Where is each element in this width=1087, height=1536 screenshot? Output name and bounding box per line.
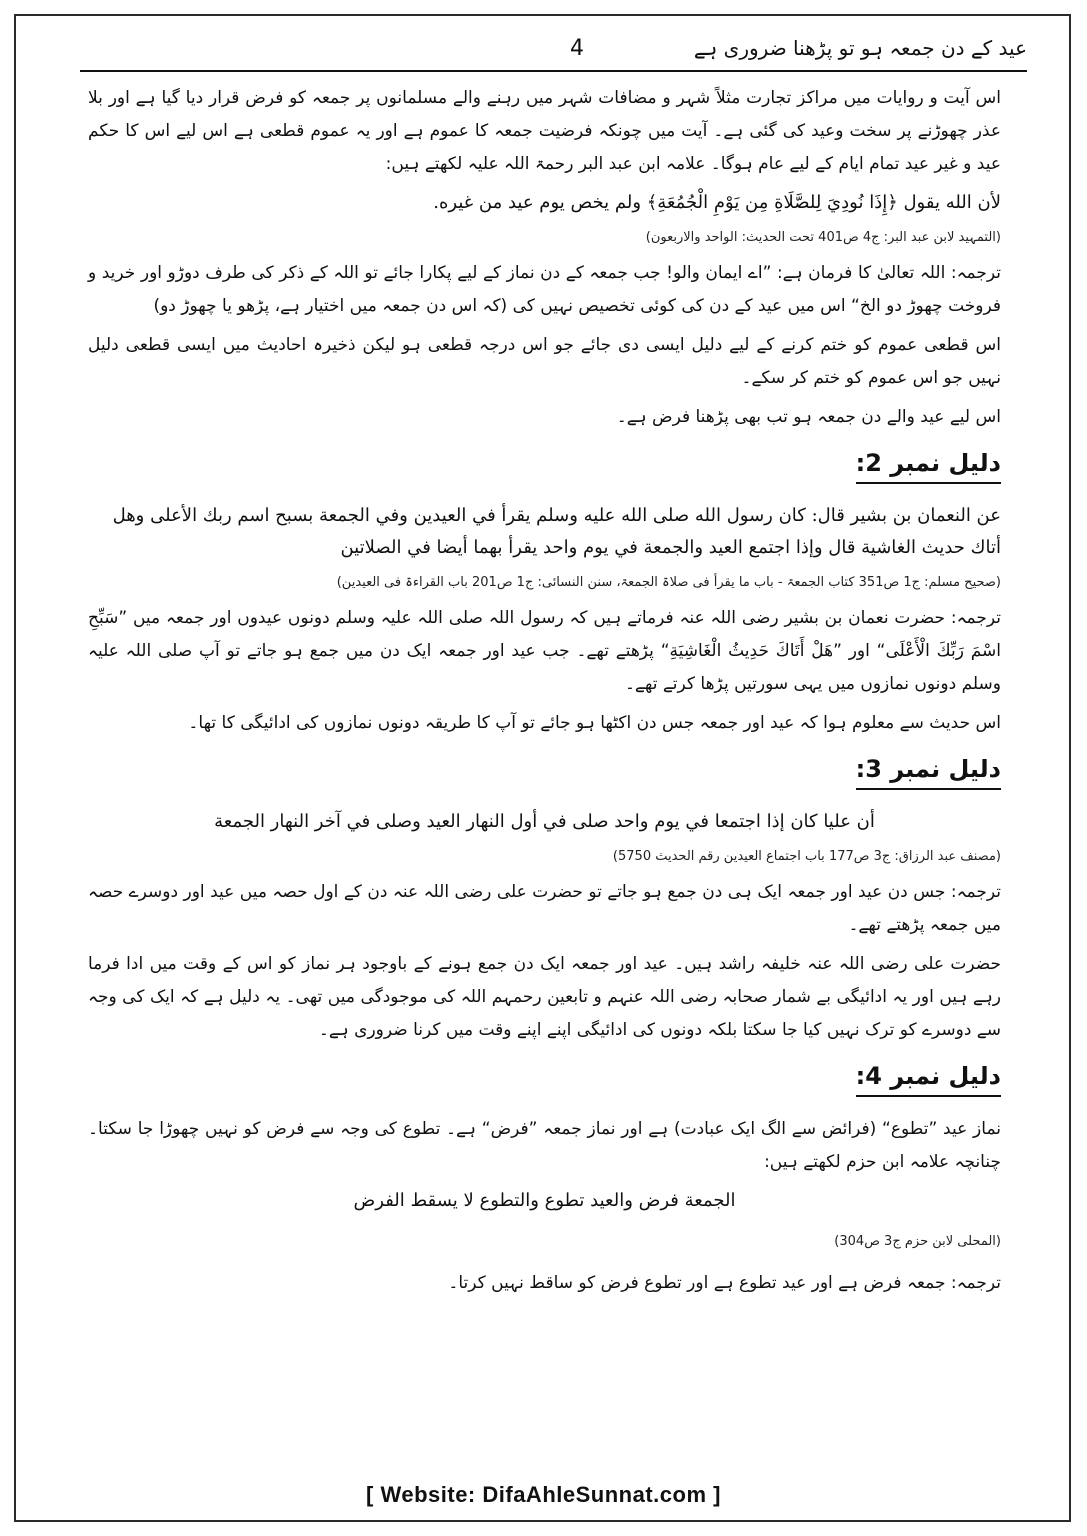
translation: ترجمہ: حضرت نعمان بن بشیر رضی اللہ عنہ فرماتے ہیں کہ رسول اللہ صلی اللہ علیہ وسلم دونوں عیدوں اور جمعہ میں ”سَبِّحِ اسْمَ رَبِّكَ الْأَعْلَى“ اور ”هَلْ أَتَاكَ حَدِيثُ الْغَاشِيَةِ“ پڑھتے تھے۔ جب عید اور جمعہ ایک دن میں جمع ہو جاتے تو آپ صلی اللہ علیہ وسلم دونوں نمازوں میں یہی سورتیں پڑھا کرتے تھے۔	[88, 608, 1001, 694]
arabic-quote: لأن الله يقول ﴿إِذَا نُودِيَ لِلصَّلَاةِ مِن يَوْمِ الْجُمُعَةِ﴾ ولم يخص يوم عيد من غيره.	[433, 192, 1001, 213]
paragraph: نماز عید ”تطوع“ (فرائض سے الگ ایک عبادت) ہے اور نماز جمعہ ”فرض“ ہے۔ تطوع کی وجہ سے فرض کو نہیں چھوڑا جا سکتا۔ چنانچہ علامہ ابن حزم لکھتے ہیں:	[88, 1119, 1001, 1172]
page-content	[88, 82, 1001, 1306]
header-title: عید کے دن جمعہ ہو تو پڑھنا ضروری ہے	[693, 36, 1027, 60]
paragraph: اس آیت و روایات میں مراکز تجارت مثلاً شہر و مضافات شہر میں رہنے والے مسلمانوں پر جمعہ کو فرض قرار دیا گیا ہے اور بلا عذر چھوڑنے پر سخت وعید کی گئی ہے۔ آیت میں چونکہ فرضیت جمعہ کا عموم ہے اور یہ عموم قطعی ہے اس لیے اس کا حکم عید و غیر عید تمام ایام کے لیے عام ہوگا۔ علامہ ابن عبد البر رحمۃ اللہ علیہ لکھتے ہیں:	[88, 88, 1001, 174]
reference: (التمہید لابن عبد البر: ج4 ص401 تحت الحدیث: الواحد والاربعون)	[645, 230, 1001, 245]
arabic-hadith: عن النعمان بن بشير قال: كان رسول الله صلى الله عليه وسلم يقرأ في العيدين وفي الجمعة بسبح اسم ربك الأعلى وهل أتاك حديث الغاشية قال وإذا اجتمع العيد والجمعة في يوم واحد يقرأ بهما أيضا في الصلاتين	[112, 505, 1001, 558]
reference: (مصنف عبد الرزاق: ج3 ص177 باب اجتماع العیدین رقم الحدیث 5750)	[612, 849, 1001, 864]
page-number: 4	[570, 36, 584, 61]
reference: (المحلی لابن حزم ج3 ص304)	[834, 1234, 1001, 1249]
website-footer: [ Website: DifaAhleSunnat.com ]	[366, 1482, 721, 1507]
section-heading: دلیل نمبر 3:	[856, 752, 1001, 790]
reference: (صحیح مسلم: ج1 ص351 کتاب الجمعۃ - باب ما یقرأ فی صلاۃ الجمعۃ، سنن النسائی: ج1 ص201 باب القراءۃ فی العیدین)	[336, 575, 1001, 590]
arabic-quote: الجمعة فرض والعيد تطوع والتطوع لا يسقط الفرض	[353, 1190, 736, 1211]
translation: ترجمہ: جمعہ فرض ہے اور عید تطوع ہے اور تطوع فرض کو ساقط نہیں کرتا۔	[448, 1273, 1001, 1293]
page-header	[80, 30, 1027, 70]
header-divider	[80, 70, 1027, 72]
paragraph: اس لیے عید والے دن جمعہ ہو تب بھی پڑھنا فرض ہے۔	[616, 407, 1001, 427]
arabic-athar: أن عليا كان إذا اجتمعا في يوم واحد صلى في أول النهار العيد وصلى في آخر النهار الجمعة	[214, 811, 875, 832]
section-heading: دلیل نمبر 4:	[856, 1059, 1001, 1097]
section-heading: دلیل نمبر 2:	[856, 446, 1001, 484]
paragraph: اس قطعی عموم کو ختم کرنے کے لیے دلیل ایسی دی جائے جو اس درجہ قطعی ہو لیکن ذخیرہ احادیث میں ایسی قطعی دلیل نہیں جو اس عموم کو ختم کر سکے۔	[88, 335, 1001, 388]
paragraph: حضرت علی رضی اللہ عنہ خلیفہ راشد ہیں۔ عید اور جمعہ ایک دن جمع ہونے کے باوجود ہر نماز کو اس کے وقت میں ادا فرما رہے ہیں اور یہ ادائیگی بے شمار صحابہ رضی اللہ عنہم و تابعین رحمہم اللہ کی موجودگی میں تھی۔ یہ دلیل ہے کہ ایک کی وجہ سے دوسرے کو ترک نہیں کیا جا سکتا بلکہ دونوں کی ادائیگی اپنے اپنے وقت میں کرنا ضروری ہے۔	[88, 954, 1001, 1040]
translation: ترجمہ: اللہ تعالیٰ کا فرمان ہے: ”اے ایمان والو! جب جمعہ کے دن نماز کے لیے پکارا جائے تو اللہ کے ذکر کی طرف دوڑو اور خرید و فروخت چھوڑ دو الخ“ اس میں عید کے دن کی کوئی تخصیص نہیں کی (کہ اس دن جمعہ میں اختیار ہے، پڑھو یا چھوڑ دو)	[88, 263, 1001, 316]
paragraph: اس حدیث سے معلوم ہوا کہ عید اور جمعہ جس دن اکٹھا ہو جائے تو آپ کا طریقہ دونوں نمازوں کی ادائیگی کا تھا۔	[188, 713, 1001, 733]
translation: ترجمہ: جس دن عید اور جمعہ ایک ہی دن جمع ہو جاتے تو حضرت علی رضی اللہ عنہ دن کے اول حصہ میں عید اور دوسرے حصہ میں جمعہ پڑھتے تھے۔	[88, 882, 1001, 935]
